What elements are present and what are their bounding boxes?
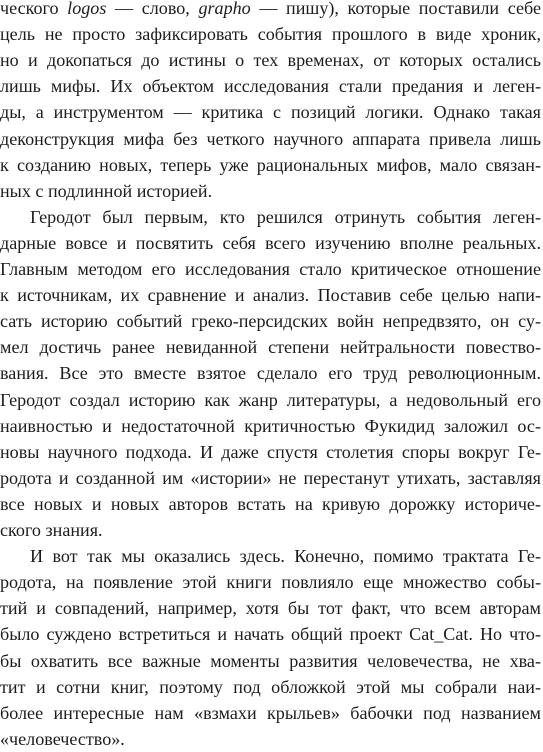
text-line	[0, 0, 541, 21]
text-line	[0, 308, 541, 334]
text-line	[0, 465, 541, 491]
text-line	[0, 387, 541, 413]
text-line	[0, 700, 541, 726]
text-line	[0, 360, 541, 386]
text-line	[0, 256, 541, 282]
text-run: но и докопаться до истины о тех временах, от которых остались	[0, 50, 541, 71]
text-line	[0, 726, 125, 752]
text-line	[0, 674, 541, 700]
text-run: тит и сотни книг, поэтому под обложкой этой мы собрали наи-	[0, 676, 541, 697]
text-run: тий и совпадений, например, хотя бы тот факт, что всем авторам	[0, 598, 541, 619]
text-run: цель не просто зафиксировать события прошлого в виде хроник,	[0, 24, 541, 45]
text-run: к источникам, их сравнение и анализ. Поставив себе целью напи-	[0, 285, 541, 306]
text-run: лишь мифы. Их объектом исследования стали предания и леген-	[0, 76, 541, 97]
text-line	[0, 439, 541, 465]
text-run: ных с подлинной историей.	[0, 180, 213, 201]
text-line	[30, 543, 541, 569]
text-line	[0, 334, 541, 360]
text-line	[0, 99, 541, 125]
text-run: ды, а инструментом — критика с позиций логики. Однако такая	[0, 102, 541, 123]
text-line	[0, 21, 541, 47]
text-line	[0, 621, 541, 647]
text-run: мел достичь ранее невиданной степени нейтральности повество-	[0, 337, 541, 358]
text-line	[0, 126, 541, 152]
text-line	[0, 178, 212, 204]
text-run: И вот так мы оказались здесь. Конечно, помимо трактата Ге-	[30, 546, 541, 567]
text-line	[0, 569, 541, 595]
text-run: — слово,	[106, 0, 199, 18]
text-run: родота, на появление этой книги повлияло еще множество собы-	[0, 572, 541, 593]
text-run: ского знания.	[0, 520, 103, 540]
text-run: к созданию новых, теперь уже рациональных мифов, мало связан-	[0, 154, 541, 175]
text-run: родота и созданной им «истории» не перестанут утихать, заставляя	[0, 467, 541, 488]
text-run: более интересные нам «взмахи крыльев» бабочки под названием	[0, 702, 541, 723]
text-line	[0, 517, 103, 543]
text-run: «человечество».	[0, 728, 125, 749]
text-line	[0, 47, 541, 73]
text-line	[30, 204, 541, 230]
text-run: — пишу), которые поставили себе	[250, 0, 542, 18]
text-run: дарные вовсе и посвятить себя всего изучению вполне реальных.	[0, 232, 541, 253]
text-run: вания. Все это вместе взятое сделало его труд революционным.	[0, 363, 541, 384]
text-run: деконструкция мифа без четкого научного аппарата привела лишь	[0, 128, 541, 149]
text-line	[0, 413, 541, 439]
italic-term: logos	[67, 0, 107, 18]
text-run: ческого	[0, 0, 68, 18]
text-run: было суждено встретиться и начать общий проект Cat_Cat. Но что-	[0, 624, 541, 645]
text-run: все новых и новых авторов встать на кривую дорожку историче-	[0, 493, 541, 514]
text-run: сать историю событий греко-персидских войн непредвзято, он су-	[0, 311, 541, 332]
text-run: бы охватить все важные моменты развития человечества, не хва-	[0, 650, 541, 671]
text-line	[0, 152, 541, 178]
text-run: наивностью и недостаточной критичностью Фукидид заложил ос-	[0, 415, 541, 436]
text-line	[0, 648, 541, 674]
text-run: Геродот был первым, кто решился отринуть события леген-	[30, 206, 541, 227]
text-line	[0, 73, 541, 99]
italic-term: grapho	[198, 0, 251, 18]
text-line	[0, 230, 541, 256]
text-run: новы научного подхода. И даже спустя столетия споры вокруг Ге-	[0, 441, 541, 462]
text-line	[0, 282, 541, 308]
text-line	[0, 491, 541, 517]
text-run: Геродот создал историю как жанр литературы, а недовольный его	[0, 389, 541, 410]
text-line	[0, 595, 541, 621]
text-run: Главным методом его исследования стало критическое отношение	[0, 259, 541, 279]
